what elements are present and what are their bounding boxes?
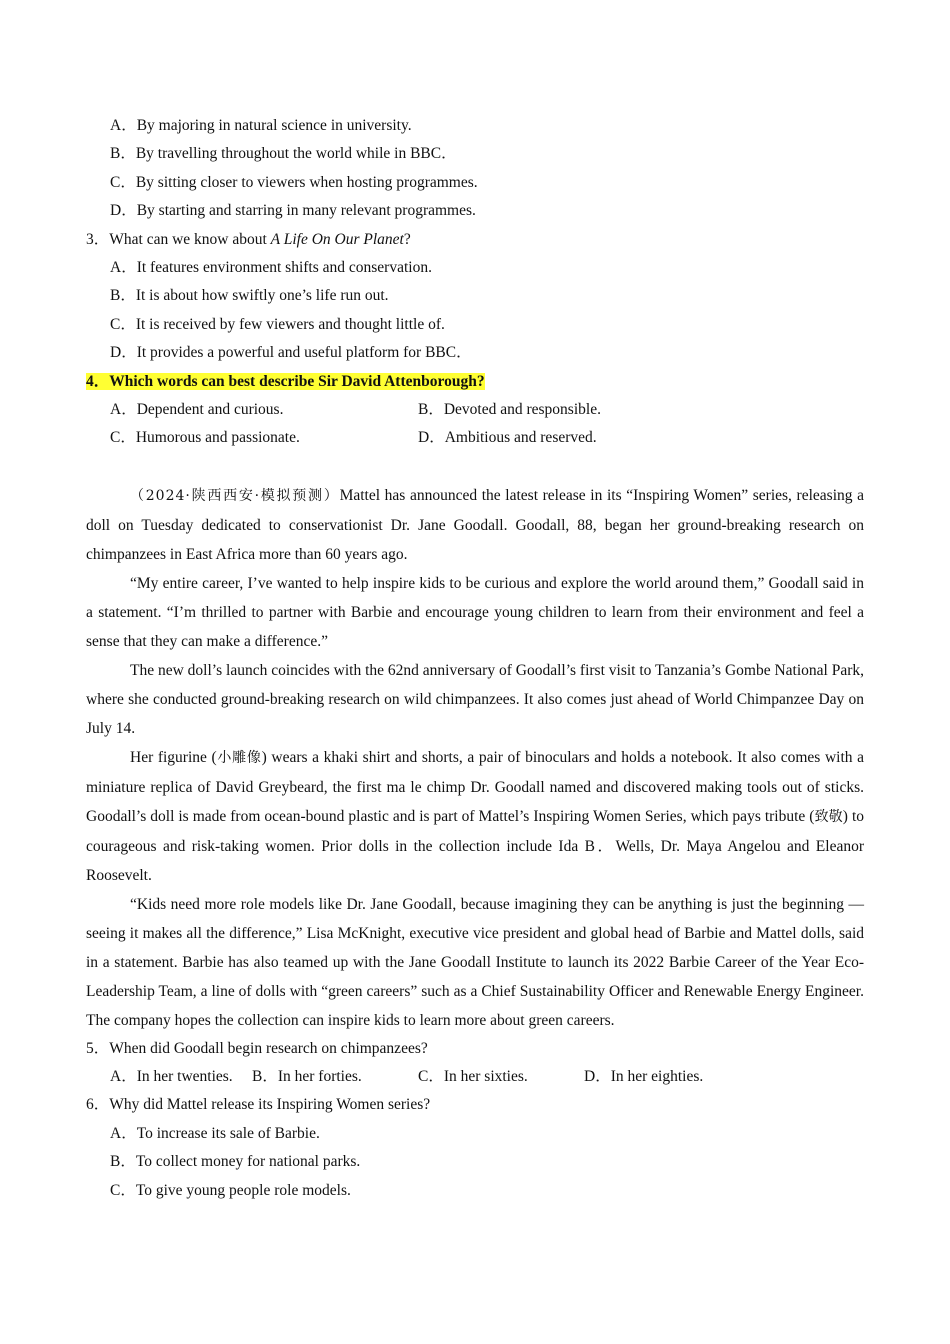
q4-option-d: D．Ambitious and reserved. <box>418 429 597 447</box>
document-page <box>86 112 864 1205</box>
p4-gloss-figurine: 小雕像 <box>216 749 262 766</box>
q6-option-a: A．To increase its sale of Barbie. <box>110 1124 320 1142</box>
q4-option-a: A．Dependent and curious. <box>110 400 284 418</box>
q3-suffix: ? <box>403 230 411 248</box>
question-3 <box>86 226 864 254</box>
passage-paragraph-3: The new doll’s launch coincides with the 62nd anniversary of Goodall’s first visit to Tanzania’s Gombe National Park, where she conducted ground-breaking research on wild chimpanzees. It also comes just ahead of World Chimpanzee Day on July 14. <box>86 661 864 737</box>
q6-option-c: C．To give young people role models. <box>110 1181 351 1199</box>
q4-options-row-1 <box>86 396 864 424</box>
passage-source: （2024·陕西西安·模拟预测） <box>130 487 340 504</box>
q3-prefix: 3．What can we know about <box>86 230 271 248</box>
q5-option-b: B．In her forties. <box>252 1068 362 1086</box>
q3-option-d: D．It provides a powerful and useful platform for BBC． <box>110 344 472 362</box>
q4-option-c: C．Humorous and passionate. <box>110 429 300 447</box>
question-4 <box>86 368 864 396</box>
q5-option-c: C．In her sixties. <box>418 1068 528 1086</box>
p4-text-c: ) to courageous and risk-taking women. Prior dolls in the collection include Ida B．Wells, Dr. Maya Angelou and Eleanor Roosevelt. <box>86 807 865 884</box>
q5-option-a: A．In her twenties. <box>110 1068 233 1086</box>
q6-option-b: B．To collect money for national parks. <box>110 1153 361 1171</box>
q4-option-b: B．Devoted and responsible. <box>418 400 601 418</box>
q2-option-b: B．By travelling throughout the world while in BBC． <box>110 145 457 163</box>
p4-gloss-tribute: 致敬 <box>814 808 843 825</box>
passage-paragraph-4 <box>86 743 864 890</box>
q3-option-a: A．It features environment shifts and conservation. <box>110 258 432 276</box>
passage-paragraph-1 <box>86 481 864 569</box>
q4-options-row-2 <box>86 424 864 452</box>
q3-title: A Life On Our Planet <box>270 230 404 248</box>
q5-options-row <box>86 1063 864 1091</box>
q3-option-b: B．It is about how swiftly one’s life run out. <box>110 287 389 305</box>
q2-option-a: A．By majoring in natural science in university. <box>110 117 412 134</box>
p4-text-a: Her figurine ( <box>130 748 217 766</box>
passage-p1-text: Mattel has announced the latest release in its “Inspiring Women” series, releasing a doll on Tuesday dedicated to conservationist Dr. Jane Goodall. Goodall, 88, began her ground-breaking research on chimpanzees in East Africa more than 60 years ago. <box>86 486 865 563</box>
q5-option-d: D．In her eighties. <box>584 1068 704 1086</box>
question-6: 6．Why did Mattel release its Inspiring Women series? <box>86 1096 431 1114</box>
passage-paragraph-5: “Kids need more role models like Dr. Jane Goodall, because imagining they can be anything is just the beginning — seeing it makes all the difference,” Lisa McKnight, executive vice president and global head of Barbie and Mattel dolls, said in a statement. Barbie has also teamed up with the Jane Goodall Institute to launch its 2022 Barbie Career of the Year Eco-Leadership Team, a line of dolls with “green careers” such as a Chief Sustainability Officer and Renewable Energy Engineer. The company hopes the collection can inspire kids to learn more about green careers. <box>86 895 864 1029</box>
q3-option-c: C．It is received by few viewers and thought little of. <box>110 315 445 333</box>
p4-text-b: ) wears a khaki shirt and shorts, a pair of binoculars and holds a notebook. It also comes with a miniature replica of David Greybeard, the first ma le chimp Dr. Goodall named and discovered making tools out of sticks. Goodall’s doll is made from ocean-bound plastic and is part of Mattel’s Inspiring Women Series, which pays tribute ( <box>86 748 864 825</box>
q4-highlighted-text: 4．Which words can best describe Sir David Attenborough? <box>86 372 485 390</box>
q2-option-c: C．By sitting closer to viewers when hosting programmes. <box>110 173 478 191</box>
question-5: 5．When did Goodall begin research on chimpanzees? <box>86 1039 428 1057</box>
section-gap <box>86 453 864 481</box>
passage-paragraph-2: “My entire career, I’ve wanted to help inspire kids to be curious and explore the world around them,” Goodall said in a statement. “I’m thrilled to partner with Barbie and encourage young children to learn from their environment and feel a sense that they can make a difference.” <box>86 574 864 650</box>
q2-option-d: D．By starting and starring in many relevant programmes. <box>110 202 476 220</box>
